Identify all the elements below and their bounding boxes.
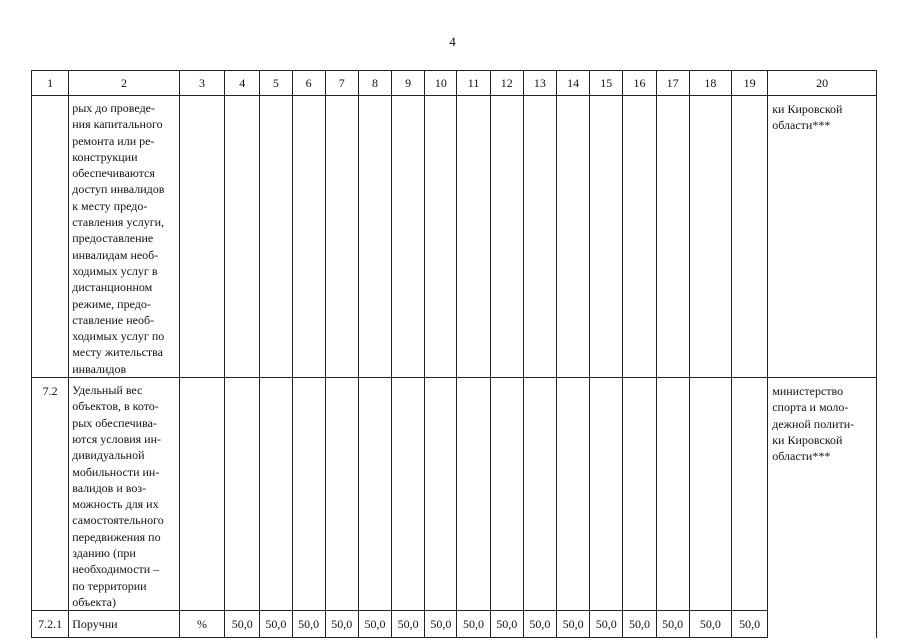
- value-cell: 50,0: [325, 611, 358, 638]
- text-line: области***: [772, 118, 831, 133]
- text-line: зданию (при: [72, 546, 136, 561]
- column-header: 5: [260, 71, 292, 96]
- column-header: 13: [523, 71, 556, 96]
- text-line: дивидуальной: [72, 448, 145, 463]
- row-responsible: [768, 378, 877, 638]
- text-line: инвалидам необ-: [72, 247, 159, 262]
- value-cell: 50,0: [590, 611, 623, 638]
- column-header: 14: [557, 71, 590, 96]
- text-line: режиме, предо-: [72, 296, 151, 311]
- column-header: 11: [457, 71, 490, 96]
- text-line: области***: [772, 449, 831, 464]
- text-line: ния капитального: [72, 117, 163, 132]
- column-header: 1: [32, 71, 69, 96]
- column-header: 2: [69, 71, 180, 96]
- column-header: 4: [225, 71, 260, 96]
- page-number: 4: [449, 34, 456, 49]
- text-line: ки Кировской: [772, 102, 843, 116]
- text-line: рых обеспечива-: [72, 415, 157, 430]
- text-line: доступ инвалидов: [72, 182, 165, 197]
- row-unit: [179, 378, 224, 611]
- text-line: обеспечиваются: [72, 166, 155, 181]
- indicators-table: [31, 70, 877, 638]
- text-line: рых до проведе-: [72, 101, 155, 115]
- row-description: [69, 96, 180, 378]
- value-cell: 50,0: [732, 611, 768, 638]
- column-header: 19: [732, 71, 768, 96]
- value-cell: 50,0: [689, 611, 731, 638]
- column-header: 9: [392, 71, 425, 96]
- column-header: 20: [768, 71, 877, 96]
- value-cell: 50,0: [490, 611, 523, 638]
- table-row: [32, 378, 877, 611]
- header-row: [32, 71, 877, 96]
- row-unit: [179, 96, 224, 378]
- column-header: 8: [358, 71, 391, 96]
- text-line: дистанционном: [72, 280, 153, 295]
- row-unit: %: [179, 611, 224, 638]
- value-cell: 50,0: [260, 611, 292, 638]
- text-line: самостоятельного: [72, 513, 164, 528]
- row-description: [69, 378, 180, 611]
- text-line: конструкции: [72, 149, 138, 164]
- column-header: 3: [179, 71, 224, 96]
- text-line: валидов и воз-: [72, 480, 147, 495]
- value-cell: 50,0: [225, 611, 260, 638]
- text-line: ставления услуги,: [72, 215, 165, 230]
- text-line: передвижения по: [72, 529, 161, 544]
- value-cell: 50,0: [358, 611, 391, 638]
- column-header: 12: [490, 71, 523, 96]
- value-cell: 50,0: [292, 611, 325, 638]
- row-responsible: [768, 96, 877, 378]
- text-line: ходимых услуг по: [72, 329, 165, 344]
- row-description: Поручни: [69, 611, 180, 638]
- text-line: объекта): [72, 594, 116, 609]
- row-number: 7.2.1: [32, 611, 69, 638]
- value-cell: 50,0: [523, 611, 556, 638]
- text-line: к месту предо-: [72, 198, 148, 213]
- text-line: предоставление: [72, 231, 154, 246]
- value-cell: 50,0: [425, 611, 457, 638]
- value-cell: 50,0: [457, 611, 490, 638]
- column-header: 7: [325, 71, 358, 96]
- column-header: 16: [623, 71, 656, 96]
- value-cell: 50,0: [557, 611, 590, 638]
- value-cell: 50,0: [656, 611, 689, 638]
- text-line: месту жительства: [72, 345, 163, 360]
- value-cell: 50,0: [623, 611, 656, 638]
- column-header: 6: [292, 71, 325, 96]
- table-row: [32, 611, 877, 638]
- text-line: Удельный вес: [72, 383, 143, 398]
- column-header: 18: [689, 71, 731, 96]
- text-line: мобильности ин-: [72, 464, 160, 479]
- row-number: [32, 96, 69, 378]
- text-line: необходимости –: [72, 562, 160, 577]
- row-number: 7.2: [32, 378, 69, 611]
- column-header: 10: [425, 71, 457, 96]
- table-row: [32, 96, 877, 378]
- text-line: ются условия ин-: [72, 431, 162, 446]
- text-line: объектов, в кото-: [72, 399, 159, 414]
- text-line: спорта и моло-: [772, 400, 849, 415]
- column-header: 15: [590, 71, 623, 96]
- text-line: ставление необ-: [72, 312, 155, 327]
- column-header: 17: [656, 71, 689, 96]
- text-line: можность для их: [72, 497, 159, 512]
- text-line: по территории: [72, 578, 147, 593]
- text-line: ремонта или ре-: [72, 133, 155, 148]
- text-line: дежной полити-: [772, 416, 855, 431]
- value-cell: 50,0: [392, 611, 425, 638]
- text-line: инвалидов: [72, 361, 127, 376]
- text-line: ходимых услуг в: [72, 263, 158, 278]
- text-line: министерство: [772, 384, 844, 399]
- text-line: ки Кировской: [772, 432, 843, 447]
